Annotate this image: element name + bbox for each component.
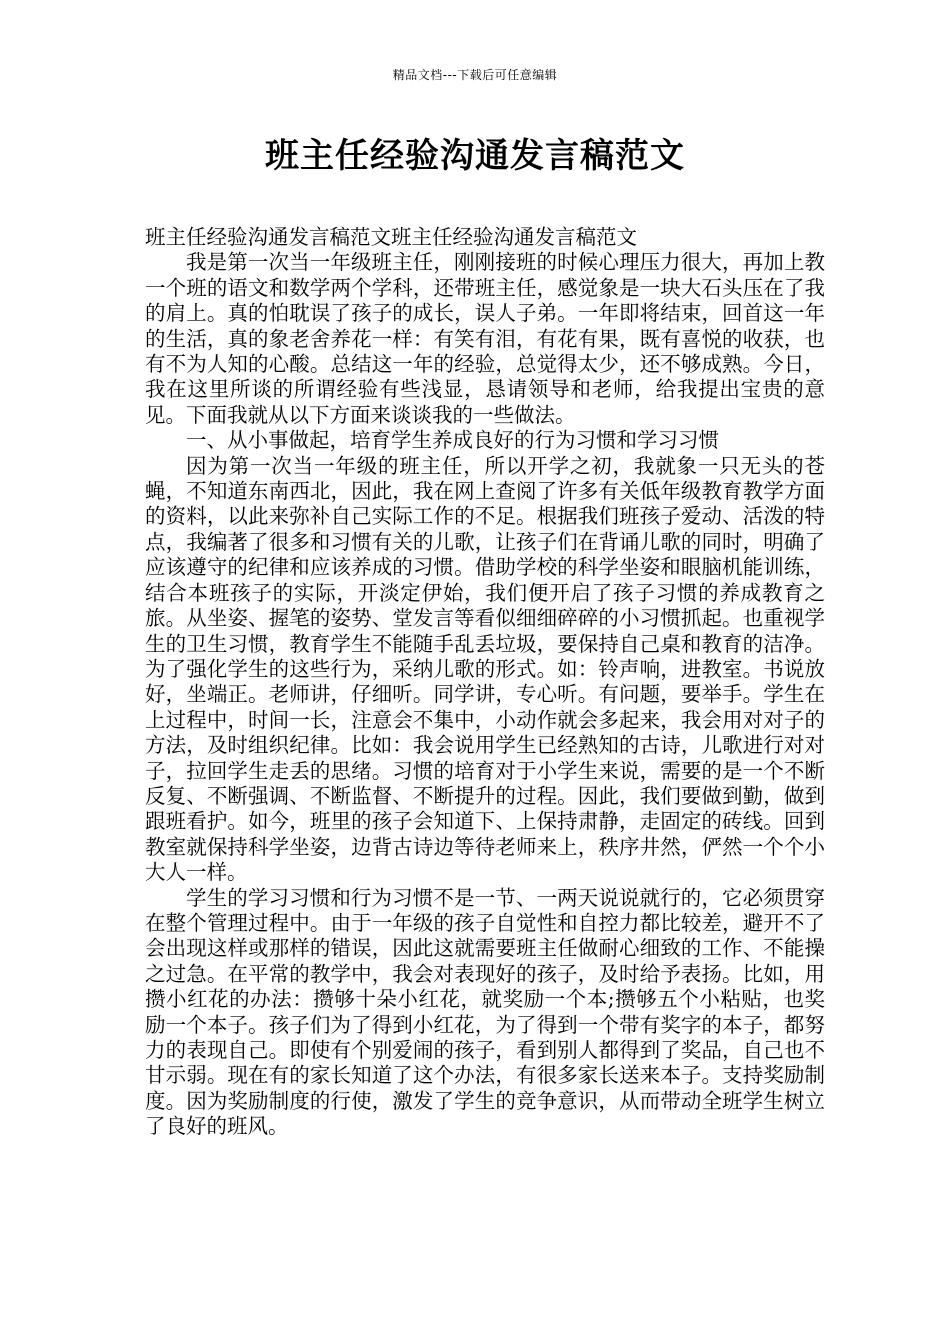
header-note: 精品文档---下载后可任意编辑 (392, 68, 558, 82)
document-body (145, 225, 825, 1140)
section-heading: 一、从小事做起，培育学生养成良好的行为习惯和学习习惯 (186, 428, 719, 453)
document-title: 班主任经验沟通发言稿范文 (265, 136, 685, 176)
body-paragraph: 我是第一次当一年级班主任，刚刚接班的时候心理压力很大，再加上教一个班的语文和数学两个学科，还带班主任，感觉象是一块大石头压在了我的肩上。真的怕耽误了孩子的成长，误人子弟。一年即将结束，回首这一年的生活，真的象老舍养花一样：有笑有泪，有花有果，既有喜悦的收获，也有不为人知的心酸。总结这一年的经验，总觉得太少，还不够成熟。今日，我在这里所谈的所谓经验有些浅显，恳请领导和老师，给我提出宝贵的意见。下面我就从以下方面来谈谈我的一些做法。 (145, 250, 825, 427)
body-paragraph-intro: 班主任经验沟通发言稿范文班主任经验沟通发言稿范文 (145, 225, 637, 249)
body-paragraph: 因为第一次当一年级的班主任，所以开学之初，我就象一只无头的苍蝇，不知道东南西北，因此，我在网上查阅了许多有关低年级教育教学方面的资料，以此来弥补自己实际工作的不足。根据我们班孩子爱动、活泼的特点，我编著了很多和习惯有关的儿歌，让孩子们在背诵儿歌的同时，明确了应该遵守的纪律和应该养成的习惯。借助学校的科学坐姿和眼脑机能训练，结合本班孩子的实际，开淡定伊始，我们便开启了孩子习惯的养成教育之旅。从坐姿、握笔的姿势、堂发言等看似细细碎碎的小习惯抓起。也重视学生的卫生习惯，教育学生不能随手乱丢垃圾，要保持自己桌和教育的洁净。为了强化学生的这些行为，采纳儿歌的形式。如：铃声响，进教室。书说放好，坐端正。老师讲，仔细听。同学讲，专心听。有问题，要举手。学生在上过程中，时间一长，注意会不集中，小动作就会多起来，我会用对对子的方法，及时组织纪律。比如：我会说用学生已经熟知的古诗，儿歌进行对对子，拉回学生走丢的思绪。习惯的培育对于小学生来说，需要的是一个不断反复、不断强调、不断监督、不断提升的过程。因此，我们要做到勤，做到跟班看护。如今，班里的孩子会知道下、上保持肃静，走固定的砖线。回到教室就保持科学坐姿，边背古诗边等待老师来上，秩序井然，俨然一个个小大人一样。 (145, 453, 825, 885)
body-paragraph: 学生的学习习惯和行为习惯不是一节、一两天说说就行的，它必须贯穿在整个管理过程中。由于一年级的孩子自觉性和自控力都比较差，避开不了会出现这样或那样的错误，因此这就需要班主任做耐心细致的工作、不能操之过急。在平常的教学中，我会对表现好的孩子，及时给予表扬。比如，用攒小红花的办法：攒够十朵小红花，就奖励一个本;攒够五个小粘贴，也奖励一个本子。孩子们为了得到小红花，为了得到一个带有奖字的本子，都努力的表现自己。即使有个别爱闹的孩子，看到别人都得到了奖品，自己也不甘示弱。现在有的家长知道了这个办法，有很多家长送来本子。支持奖励制度。因为奖励制度的行使，激发了学生的竞争意识，从而带动全班学生树立了良好的班风。 (145, 885, 825, 1139)
